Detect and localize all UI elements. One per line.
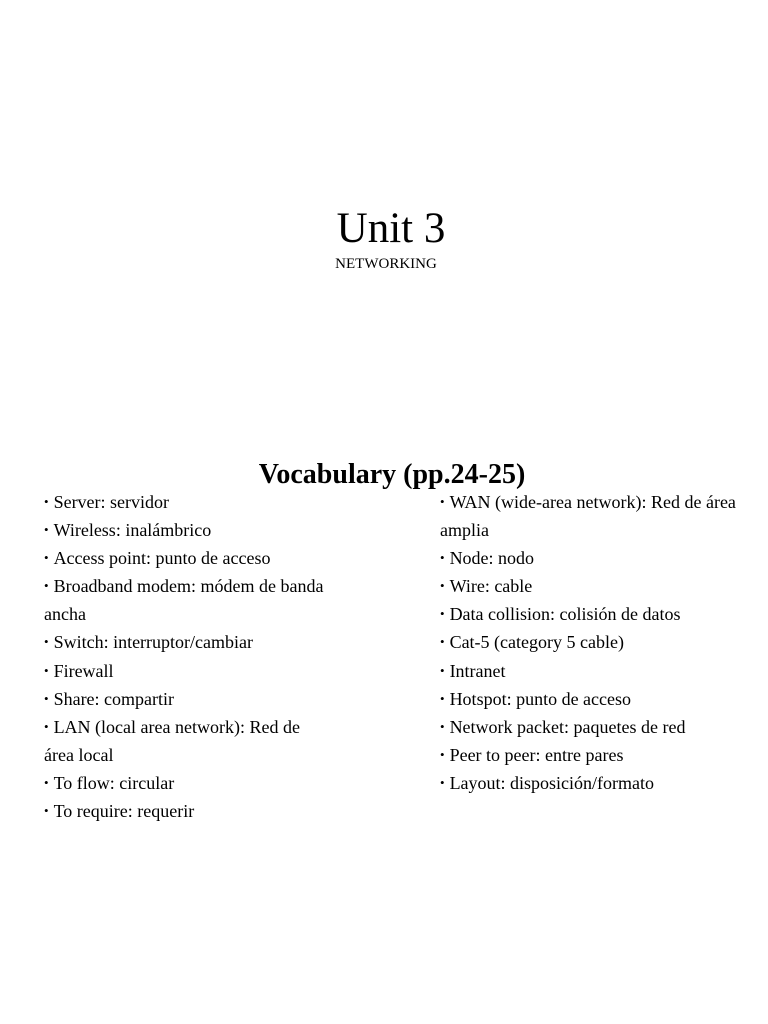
bullet-icon: • [44,718,49,734]
vocabulary-item [440,572,760,600]
bullet-icon: • [44,578,49,594]
bullet-icon: • [440,662,445,678]
vocabulary-item [440,628,760,656]
bullet-icon: • [44,550,49,566]
unit-title: Unit 3 [336,205,446,252]
bullet-icon: • [440,494,445,509]
vocabulary-term: Peer to peer: entre pares [449,744,624,765]
unit-subtitle: NETWORKING [335,256,437,272]
vocabulary-item [44,685,334,713]
vocabulary-slide [0,440,768,1024]
vocabulary-term: Switch: interruptor/cambiar [53,632,254,653]
bullet-icon: • [44,662,49,678]
vocabulary-item [44,657,334,685]
vocabulary-item [440,488,760,544]
bullet-icon: • [440,606,445,622]
vocabulary-item [440,544,760,572]
title-slide [0,0,768,440]
vocabulary-item [44,544,334,572]
vocabulary-term: Cat-5 (category 5 cable) [449,632,624,653]
bullet-icon: • [44,494,49,509]
bullet-icon: • [440,690,445,706]
vocabulary-title: Vocabulary (pp.24-25) [258,459,526,490]
bullet-icon: • [440,634,445,650]
bullet-icon: • [440,550,445,566]
bullet-icon: • [44,774,49,790]
vocabulary-term: WAN (wide-area network): Red de área amplia [440,492,736,541]
vocabulary-item [440,713,760,741]
bullet-icon: • [440,774,445,790]
bullet-icon: • [440,718,445,734]
vocabulary-term: Server: servidor [53,492,170,512]
vocabulary-item [44,713,334,769]
bullet-icon: • [44,803,49,819]
vocabulary-term: Intranet [449,660,506,681]
vocabulary-term: Hotspot: punto de acceso [449,688,632,709]
vocabulary-term: Access point: punto de acceso [53,548,271,569]
vocabulary-term: Wire: cable [449,576,533,597]
vocabulary-term: To flow: circular [53,772,175,793]
vocabulary-term: Data collision: colisión de datos [449,604,681,625]
vocabulary-term: Node: nodo [449,548,535,569]
vocabulary-term: Broadband modem: módem de banda ancha [44,576,324,625]
vocabulary-item [44,628,334,656]
vocabulary-term: To require: requerir [53,801,195,822]
vocabulary-item [44,797,334,825]
vocabulary-term: Share: compartir [53,688,175,709]
vocabulary-term: Layout: disposición/formato [449,772,655,793]
vocabulary-term: Network packet: paquetes de red [449,716,686,737]
vocabulary-item [440,657,760,685]
bullet-icon: • [44,522,49,538]
bullet-icon: • [44,634,49,650]
vocabulary-item [440,769,760,797]
bullet-icon: • [44,690,49,706]
vocabulary-right-column [440,488,760,797]
vocabulary-left-column [44,488,334,825]
vocabulary-item [440,685,760,713]
vocabulary-term: LAN (local area network): Red de área local [44,716,300,765]
vocabulary-term: Firewall [53,660,114,681]
vocabulary-item [44,769,334,797]
vocabulary-item [44,572,334,628]
bullet-icon: • [440,578,445,594]
vocabulary-item [440,741,760,769]
vocabulary-item [44,488,334,516]
vocabulary-term: Wireless: inalámbrico [53,520,212,541]
bullet-icon: • [440,746,445,762]
vocabulary-item [440,600,760,628]
vocabulary-item [44,516,334,544]
